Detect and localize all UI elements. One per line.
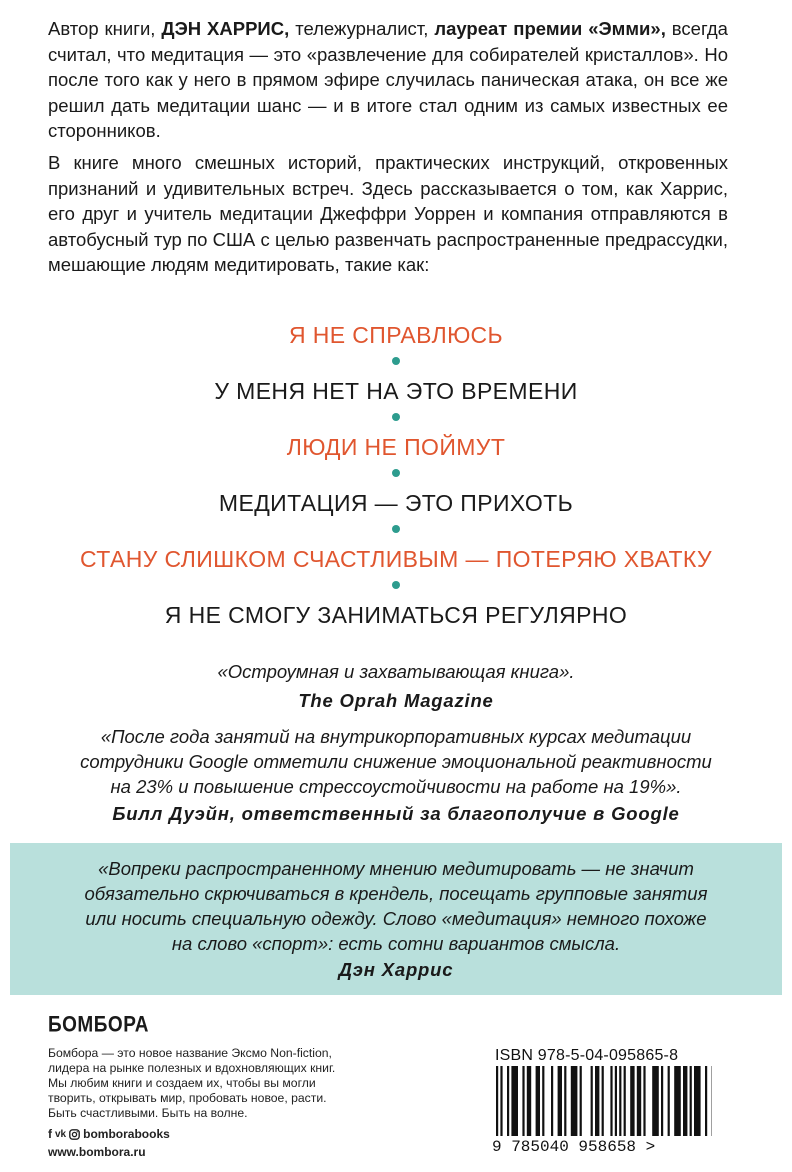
social-links [48,1127,170,1141]
intro-text: всегда считал, что медитация — это «развлечение для собирателей кристаллов». Но после того как у него в прямом эфире случилась паническая атака, он все же решил дать медитации шанс — и в итоге стал одним из самых известных ее сторонников. [48,18,728,142]
barcode-bar [619,1066,621,1136]
quote-oprah-source: The Oprah Magazine [298,690,494,711]
separator-dot-icon [392,581,400,589]
barcode-bar [637,1066,641,1136]
barcode-bar [580,1066,582,1136]
barcode-bar [602,1066,604,1136]
about-line: лидера на рынке полезных и вдохновляющих книг. [48,1061,336,1075]
barcode-bar [500,1066,502,1136]
separator-dot-icon [392,525,400,533]
instagram-icon[interactable] [69,1129,80,1140]
barcode-bar [705,1066,707,1136]
barcode-bar [527,1066,531,1136]
publisher-about [48,1046,388,1121]
barcode-bar [683,1066,687,1136]
separator-dot-icon [392,413,400,421]
barcode-bar [551,1066,553,1136]
quote-oprah: «Остроумная и захватывающая книга». [217,661,575,682]
intro-bold-text: ДЭН ХАРРИС, [161,18,290,39]
about-line: Бомбора — это новое название Эксмо Non-fiction, [48,1046,332,1060]
quote-google-source: Билл Дуэйн, ответственный за благополучие в Google [112,803,680,824]
about-line: Быть счастливыми. Быть на волне. [48,1106,248,1120]
myth-item: СТАНУ СЛИШКОМ СЧАСТЛИВЫМ — ПОТЕРЯЮ ХВАТКУ [80,546,712,572]
barcode-bar [615,1066,617,1136]
barcode-bar [507,1066,509,1136]
quote-line: или носить специальную одежду. Слово «медитация» немного похоже [85,908,707,929]
barcode-bar [661,1066,663,1136]
about-line: творить, открывать мир, пробовать новое, расти. [48,1091,327,1105]
social-handle: bomborabooks [83,1127,170,1141]
quote-line: «После года занятий на внутрикорпоративных курсах медитации [100,726,692,747]
barcode-digits: 9 785040 958658 > [492,1138,656,1156]
intro-paragraph-2: В книге много смешных историй, практических инструкций, откровенных признаний и удивительных встреч. Здесь рассказывается о том, как Харрис, его друг и учитель медитации Джеффри Уоррен и компания отправляются в автобусный тур по США с целью развенчать распространенные предрассудки, мешающие людям медитировать, такие как: [48,152,728,276]
barcode-bar [624,1066,626,1136]
isbn-label: ISBN 978-5-04-095865-8 [495,1047,679,1064]
separator-dot-icon [392,357,400,365]
barcode-bar [694,1066,701,1136]
barcode-bar [643,1066,645,1136]
quote-line: на слово «спорт»: есть сотни вариантов смысла. [171,933,621,954]
separator-dot-icon [392,469,400,477]
quote-google [48,724,744,799]
myth-item: ЛЮДИ НЕ ПОЙМУТ [286,434,506,460]
quote-harris-source: Дэн Харрис [338,959,454,980]
barcode-bar [522,1066,524,1136]
barcode-bar [571,1066,578,1136]
barcode-bar [668,1066,670,1136]
myth-item: У МЕНЯ НЕТ НА ЭТО ВРЕМЕНИ [214,378,578,404]
barcode-bar [591,1066,593,1136]
barcode-bar [630,1066,634,1136]
publisher-website: www.bombora.ru [48,1145,146,1159]
intro-text: Автор книги, [48,18,162,39]
barcode-bar [496,1066,498,1136]
myth-item: Я НЕ СМОГУ ЗАНИМАТЬСЯ РЕГУЛЯРНО [164,602,628,628]
myth-item: Я НЕ СПРАВЛЮСЬ [288,322,504,348]
barcode-bar [595,1066,599,1136]
quote-line: на 23% и повышение стрессоустойчивости на работе на 19%». [110,776,682,797]
intro-bold-text: лауреат премии «Эмми», [434,18,666,39]
vk-icon[interactable]: vk [55,1128,67,1140]
quote-harris [48,856,744,956]
barcode-bar [690,1066,692,1136]
facebook-icon[interactable]: f [48,1127,52,1141]
barcode-bar [558,1066,562,1136]
quote-line: сотрудники Google отметили снижение эмоциональной реактивности [80,751,712,772]
barcode-bar [610,1066,612,1136]
quote-line: «Вопреки распространенному мнению медитировать — не значит [98,858,694,879]
barcode [492,1066,712,1136]
publisher-logo: БОМБОРА [48,1013,149,1038]
quote-line: обязательно скрючиваться в крендель, посещать групповые занятия [84,883,708,904]
intro-text: тележурналист, [289,18,435,39]
barcode-bar [536,1066,540,1136]
myth-item: МЕДИТАЦИЯ — ЭТО ПРИХОТЬ [218,490,574,516]
barcode-bar [511,1066,518,1136]
barcode-bar [564,1066,566,1136]
barcode-bar [652,1066,659,1136]
about-line: Мы любим книги и создаем их, чтобы вы могли [48,1076,316,1090]
intro-paragraph-1 [48,16,728,144]
barcode-bar [674,1066,681,1136]
barcode-bar [542,1066,544,1136]
